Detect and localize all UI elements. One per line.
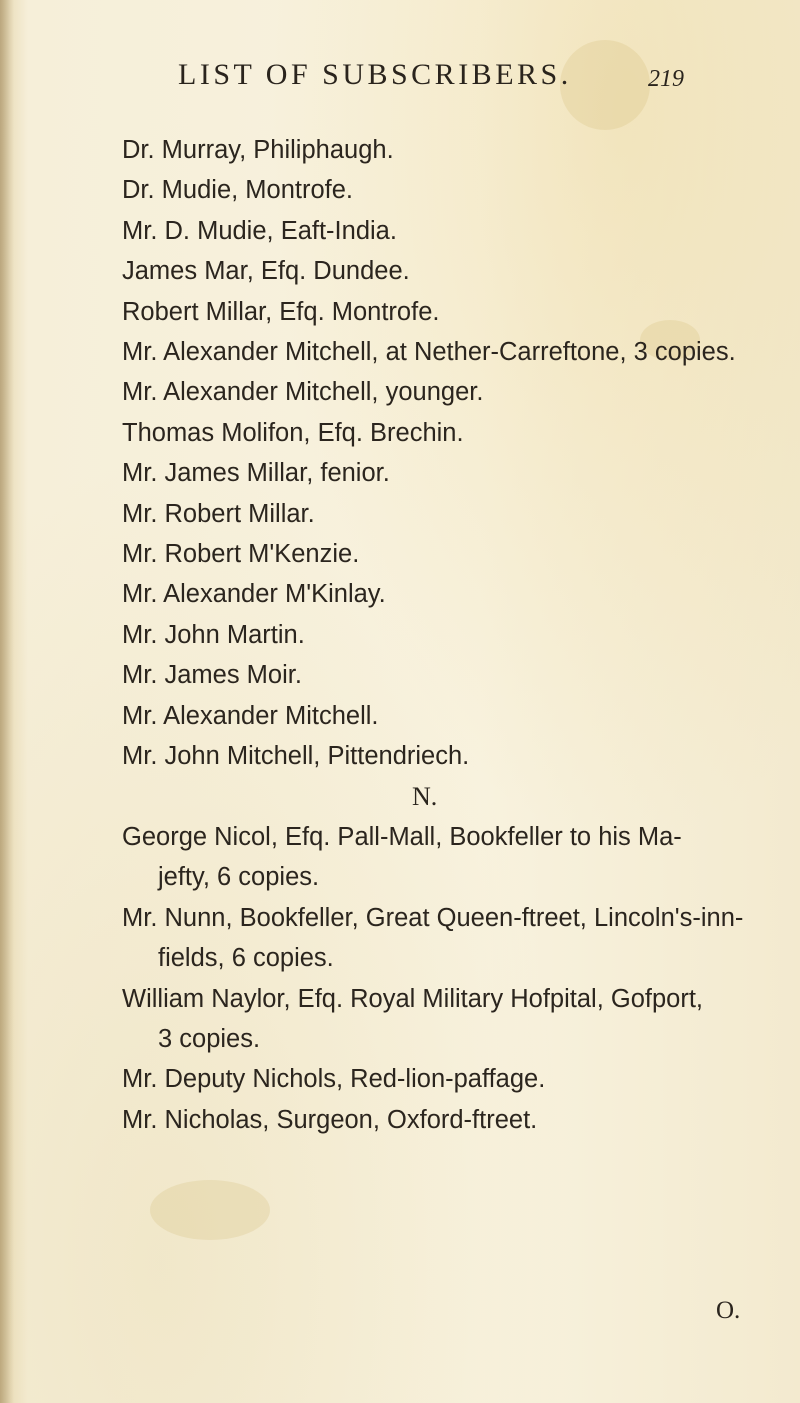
list-item: Mr. Alexander Mitchell, at Nether-Carreftone, 3 copies.	[122, 338, 736, 367]
list-item: Dr. Mudie, Montrofe.	[122, 176, 354, 205]
list-item-continuation: jefty, 6 copies.	[158, 863, 320, 892]
list-item: Mr. Alexander Mitchell.	[122, 701, 379, 730]
list-item: Thomas Molifon, Efq. Brechin.	[122, 418, 464, 447]
catchword: O.	[716, 1297, 741, 1324]
page-header	[178, 58, 778, 98]
list-item: Mr. D. Mudie, Eaft-India.	[122, 216, 397, 245]
list-item: Mr. Alexander Mitchell, younger.	[122, 378, 484, 407]
foxing-spot	[150, 1180, 270, 1240]
list-item: Dr. Murray, Philiphaugh.	[122, 136, 394, 164]
list-item-continuation: 3 copies.	[158, 1024, 261, 1053]
list-item: Robert Millar, Efq. Montrofe.	[122, 297, 440, 326]
list-item: Mr. Nunn, Bookfeller, Great Queen-ftreet, Lincoln's-inn-	[122, 903, 744, 932]
list-item: Mr. Alexander M'Kinlay.	[122, 580, 386, 609]
list-item: Mr. James Millar, fenior.	[122, 459, 390, 488]
list-item: Mr. Robert M'Kenzie.	[122, 540, 360, 569]
list-item: Mr. John Mitchell, Pittendriech.	[122, 742, 470, 771]
list-item: Mr. Robert Millar.	[122, 499, 315, 528]
page-number: 219	[648, 66, 684, 92]
list-item-continuation: fields, 6 copies.	[158, 944, 334, 973]
running-title: LIST OF SUBSCRIBERS.	[178, 58, 572, 91]
subscriber-list	[122, 130, 782, 1140]
list-item: George Nicol, Efq. Pall-Mall, Bookfeller to his Ma-	[122, 822, 682, 851]
spine-shadow	[0, 0, 14, 1403]
section-heading: N.	[412, 781, 438, 811]
list-item: Mr. John Martin.	[122, 620, 305, 649]
list-item: Mr. Deputy Nichols, Red-lion-paffage.	[122, 1065, 546, 1094]
list-item: James Mar, Efq. Dundee.	[122, 257, 410, 286]
list-item: Mr. Nicholas, Surgeon, Oxford-ftreet.	[122, 1105, 538, 1134]
list-item: William Naylor, Efq. Royal Military Hofpital, Gofport,	[122, 984, 703, 1013]
list-item: Mr. James Moir.	[122, 661, 302, 690]
